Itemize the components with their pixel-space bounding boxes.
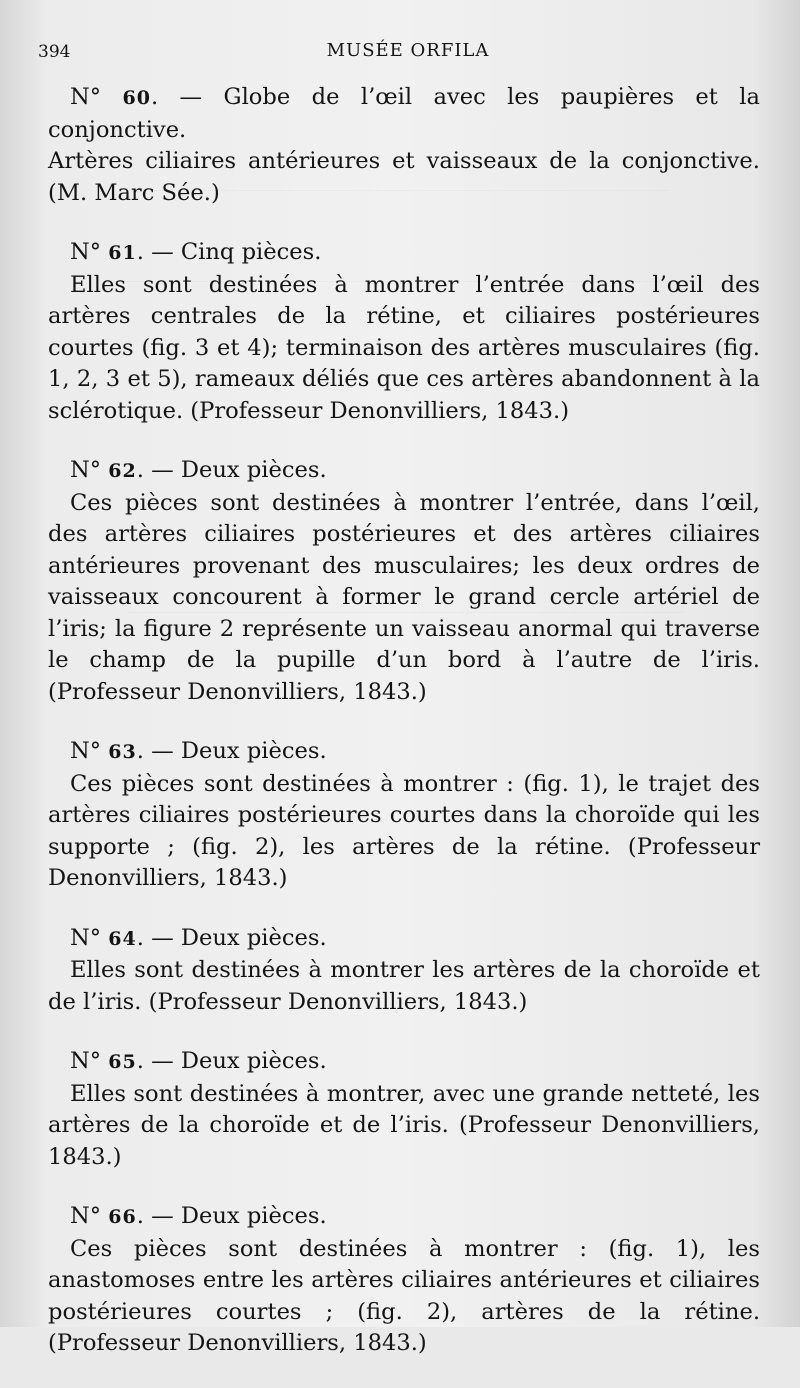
entry-prefix: N°: [70, 457, 102, 483]
page-header: [38, 38, 778, 68]
entry-description: Ces pièces sont destinées à montrer : (fig. 1), le trajet des artères ciliaires postérieures courtes dans la choroïde qui les supporte ; (fig. 2), les artères de la rétine. (Professeur Denonvilliers, 1843.): [48, 770, 760, 891]
entry-number: 60: [122, 87, 151, 109]
page-number: 394: [38, 42, 71, 62]
entry-heading: [48, 736, 760, 769]
catalogue-entry: [48, 82, 760, 209]
entry-title: . — Cinq pièces.: [136, 239, 322, 265]
entry-heading: [48, 455, 760, 488]
catalogue-entry: [48, 1046, 760, 1173]
entry-prefix: N°: [70, 239, 102, 265]
entry-prefix: N°: [70, 1048, 102, 1074]
entry-description: Elles sont destinées à montrer l’entrée dans l’œil des artères centrales de la rétine, et ciliaires postérieures courtes (fig. 3 et 4); terminaison des artères musculaires (fig. 1, 2, 3 et 5), rameaux déliés que ces artères abandonnent à la sclérotique. (Professeur Denonvilliers, 1843.): [48, 271, 760, 424]
entry-description: Elles sont destinées à montrer, avec une grande netteté, les artères de la choroïde et de l’iris. (Professeur Denonvilliers, 1843.): [48, 1080, 760, 1170]
entry-prefix: N°: [70, 738, 102, 764]
entry-heading: [48, 923, 760, 956]
entry-prefix: N°: [70, 84, 102, 110]
entry-title: . — Globe de l’œil avec les paupières et la conjonctive.: [48, 84, 760, 143]
entry-heading: [48, 1046, 760, 1079]
entry-title: . — Deux pièces.: [136, 924, 327, 951]
entry-title: . — Deux pièces.: [136, 457, 327, 483]
entry-description: Artères ciliaires antérieures et vaisseaux de la conjonctive. (M. Marc Sée.): [48, 148, 760, 206]
entry-prefix: N°: [70, 924, 102, 951]
entry-title: . — Deux pièces.: [136, 1203, 327, 1229]
entry-heading: [48, 82, 760, 146]
running-title: MUSÉE ORFILA: [326, 40, 490, 61]
entry-heading: [48, 1201, 760, 1234]
entry-number: 64: [108, 927, 137, 950]
entry-number: 61: [108, 242, 137, 264]
catalogue-entry: [48, 455, 760, 708]
catalogue-entry: [48, 736, 760, 895]
entry-heading: [48, 237, 760, 270]
entry-number: 66: [108, 1206, 137, 1228]
catalogue-entry: [48, 923, 760, 1019]
entry-description: Elles sont destinées à montrer les artères de la choroïde et de l’iris. (Professeur Denonvilliers, 1843.): [48, 957, 760, 1015]
entry-title: . — Deux pièces.: [136, 738, 327, 764]
entry-description: Ces pièces sont destinées à montrer l’entrée, dans l’œil, des artères ciliaires postérieures et des artères ciliaires antérieures provenant des musculaires; les deux ordres de vaisseaux concourent à former le grand cercle artériel de l’iris; la figure 2 représente un vaisseau anormal qui traverse le champ de la pupille d’un bord à l’autre de l’iris. (Professeur Denonvilliers, 1843.): [48, 489, 760, 705]
entry-description: Ces pièces sont destinées à montrer : (fig. 1), les anastomoses entre les artères ciliaires antérieures et ciliaires postérieures courtes ; (fig. 2), artères de la rétine. (Professeur Denonvilliers, 1843.): [48, 1235, 760, 1356]
catalogue-entry: [48, 1201, 760, 1360]
entry-number: 65: [108, 1051, 137, 1073]
catalogue-entry: [48, 237, 760, 427]
entry-number: 62: [108, 460, 137, 482]
catalogue-entries: [48, 82, 760, 1388]
entry-prefix: N°: [70, 1203, 102, 1229]
entry-number: 63: [108, 741, 137, 763]
entry-title: . — Deux pièces.: [136, 1048, 327, 1074]
